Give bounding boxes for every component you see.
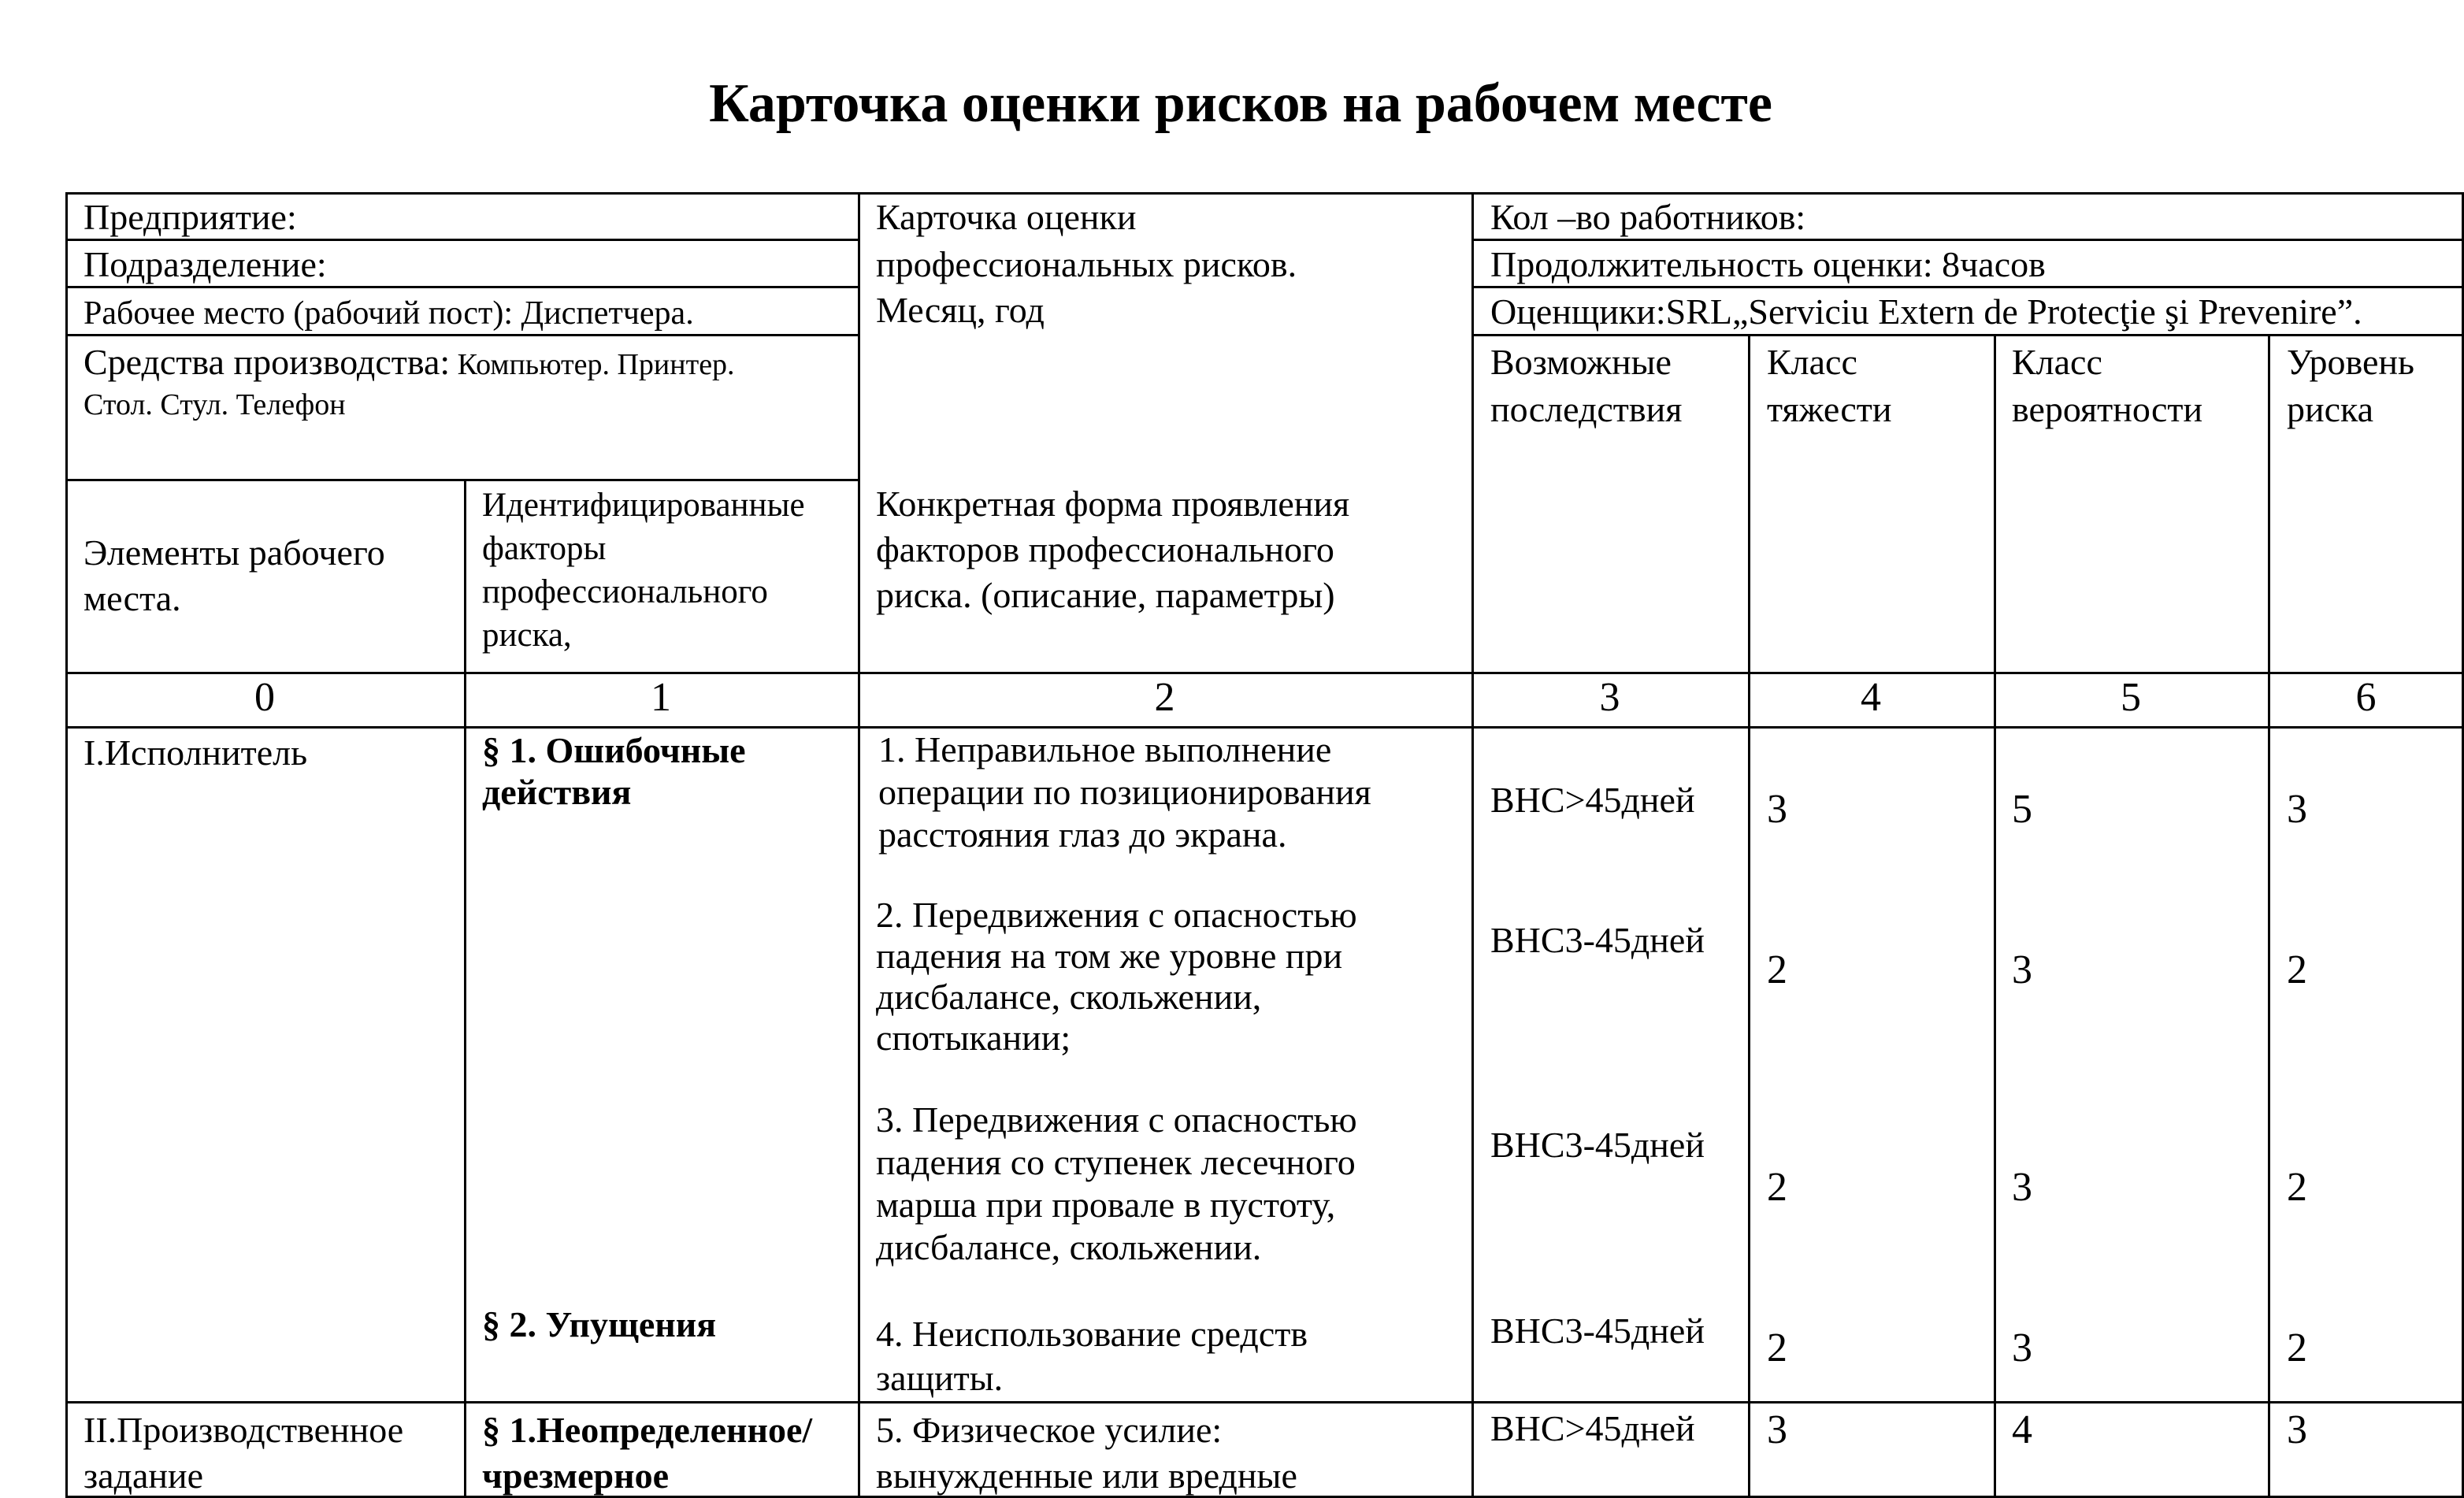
col-number: 3 bbox=[1599, 675, 1620, 720]
col-divider bbox=[464, 479, 466, 1498]
means-of-production bbox=[83, 340, 735, 387]
col-header-risk: риска bbox=[2287, 389, 2374, 429]
workplace-label: Рабочее место (рабочий пост): Диспетчера. bbox=[83, 295, 694, 332]
col-divider bbox=[1994, 336, 1996, 1498]
risk-form-line: 2. Передвижения с опасностью bbox=[876, 895, 1357, 935]
risk-form-line: 1. Неправильное выполнение bbox=[878, 729, 1332, 769]
card-title-line: профессиональных рисков. bbox=[876, 244, 1297, 284]
risk-form-line: вынужденные или вредные bbox=[876, 1455, 1297, 1496]
risk-form-line: расстояния глаз до экрана. bbox=[878, 814, 1287, 855]
element-production-task: задание bbox=[83, 1455, 204, 1496]
col-header-factors: риска, bbox=[482, 617, 572, 654]
consequence-value: ВНС>45дней bbox=[1490, 780, 1695, 820]
factor-erroneous-actions: § 1. Ошибочные bbox=[482, 730, 746, 770]
department-label: Подразделение: bbox=[83, 244, 327, 284]
severity-value: 3 bbox=[1767, 787, 1787, 832]
risk-level-value: 2 bbox=[2287, 1165, 2307, 1210]
col-number: 4 bbox=[1861, 675, 1881, 720]
col-header-elements: места. bbox=[83, 578, 181, 618]
col-header-consequences: Возможные bbox=[1490, 342, 1672, 382]
severity-value: 2 bbox=[1767, 947, 1787, 992]
element-production-task: II.Производственное bbox=[83, 1410, 404, 1450]
consequence-value: ВНС3-45дней bbox=[1490, 920, 1705, 960]
col-header-severity: Класс bbox=[1767, 342, 1857, 382]
assessment-duration: Продолжительность оценки: 8часов bbox=[1490, 244, 2046, 284]
consequence-value: ВНС3-45дней bbox=[1490, 1125, 1705, 1165]
factor-omissions: § 2. Упущения bbox=[482, 1304, 717, 1344]
workers-count-label: Кол –во работников: bbox=[1490, 197, 1806, 237]
probability-value: 5 bbox=[2012, 787, 2032, 832]
risk-form-line: дисбалансе, скольжении. bbox=[876, 1227, 1262, 1267]
col-divider bbox=[858, 192, 860, 1498]
risk-form-line: спотыкании; bbox=[876, 1018, 1071, 1058]
col-header-elements: Элементы рабочего bbox=[83, 532, 385, 573]
risk-form-line: 5. Физическое усилие: bbox=[876, 1410, 1223, 1450]
col-divider bbox=[1471, 192, 1474, 1498]
col-number: 5 bbox=[2121, 675, 2141, 720]
col-number: 6 bbox=[2355, 675, 2377, 720]
col-header-factors: Идентифицированные bbox=[482, 487, 805, 524]
col-number: 1 bbox=[651, 675, 671, 720]
probability-value: 3 bbox=[2012, 1165, 2032, 1210]
risk-level-value: 2 bbox=[2287, 947, 2307, 992]
factor-undefined-excessive: чрезмерное bbox=[482, 1455, 670, 1496]
risk-form-line: 3. Передвижения с опасностью bbox=[876, 1099, 1357, 1140]
severity-value: 2 bbox=[1767, 1326, 1787, 1370]
col-header-probability: Класс bbox=[2012, 342, 2102, 382]
col-header-form: риска. (описание, параметры) bbox=[876, 575, 1335, 615]
factor-erroneous-actions: действия bbox=[482, 772, 632, 812]
col-divider bbox=[2268, 336, 2270, 1498]
means-label: Средства производства: bbox=[83, 342, 451, 382]
col-header-consequences: последствия bbox=[1490, 389, 1683, 429]
col-number: 0 bbox=[254, 675, 275, 720]
element-performer: I.Исполнитель bbox=[83, 732, 308, 773]
col-divider bbox=[1748, 336, 1750, 1498]
col-header-factors: факторы bbox=[482, 530, 607, 567]
risk-form-line: операции по позиционирования bbox=[878, 772, 1371, 812]
card-title-line: Месяц, год bbox=[876, 290, 1045, 330]
probability-value: 4 bbox=[2012, 1407, 2032, 1452]
col-header-form: факторов профессионального bbox=[876, 529, 1334, 569]
row-divider bbox=[65, 1401, 2464, 1403]
severity-value: 2 bbox=[1767, 1165, 1787, 1210]
assessors-label: Оценщики:SRL„Serviciu Extern de Protecţie şi Prevenire”. bbox=[1490, 291, 2362, 332]
document-title: Карточка оценки рисков на рабочем месте bbox=[709, 73, 1772, 134]
row-divider bbox=[65, 479, 860, 481]
probability-value: 3 bbox=[2012, 1326, 2032, 1370]
severity-value: 3 bbox=[1767, 1407, 1787, 1452]
means-items-line2: Стол. Стул. Телефон bbox=[83, 388, 346, 421]
col-header-severity: тяжести bbox=[1767, 389, 1892, 429]
card-title-line: Карточка оценки bbox=[876, 197, 1137, 237]
risk-form-line: марша при провале в пустоту, bbox=[876, 1185, 1336, 1225]
row-divider bbox=[1471, 334, 2464, 336]
risk-form-line: падения со ступенек лесечного bbox=[876, 1142, 1356, 1182]
col-header-probability: вероятности bbox=[2012, 389, 2203, 429]
probability-value: 3 bbox=[2012, 947, 2032, 992]
means-items: Компьютер. Принтер. bbox=[450, 348, 735, 381]
row-divider bbox=[65, 672, 2464, 674]
risk-form-line: падения на том же уровне при bbox=[876, 936, 1343, 976]
risk-level-value: 3 bbox=[2287, 787, 2307, 832]
risk-level-value: 3 bbox=[2287, 1407, 2307, 1452]
factor-undefined-excessive: § 1.Неопределенное/ bbox=[482, 1410, 813, 1450]
risk-form-line: защиты. bbox=[876, 1358, 1004, 1398]
col-number: 2 bbox=[1154, 675, 1175, 720]
enterprise-label: Предприятие: bbox=[83, 197, 297, 237]
consequence-value: ВНС>45дней bbox=[1490, 1408, 1695, 1448]
col-header-form: Конкретная форма проявления bbox=[876, 484, 1350, 524]
col-header-factors: профессионального bbox=[482, 573, 768, 610]
risk-form-line: дисбалансе, скольжении, bbox=[876, 977, 1262, 1017]
risk-form-line: 4. Неиспользование средств bbox=[876, 1314, 1308, 1354]
consequence-value: ВНС3-45дней bbox=[1490, 1311, 1705, 1351]
risk-level-value: 2 bbox=[2287, 1326, 2307, 1370]
col-header-risk: Уровень bbox=[2287, 342, 2414, 382]
